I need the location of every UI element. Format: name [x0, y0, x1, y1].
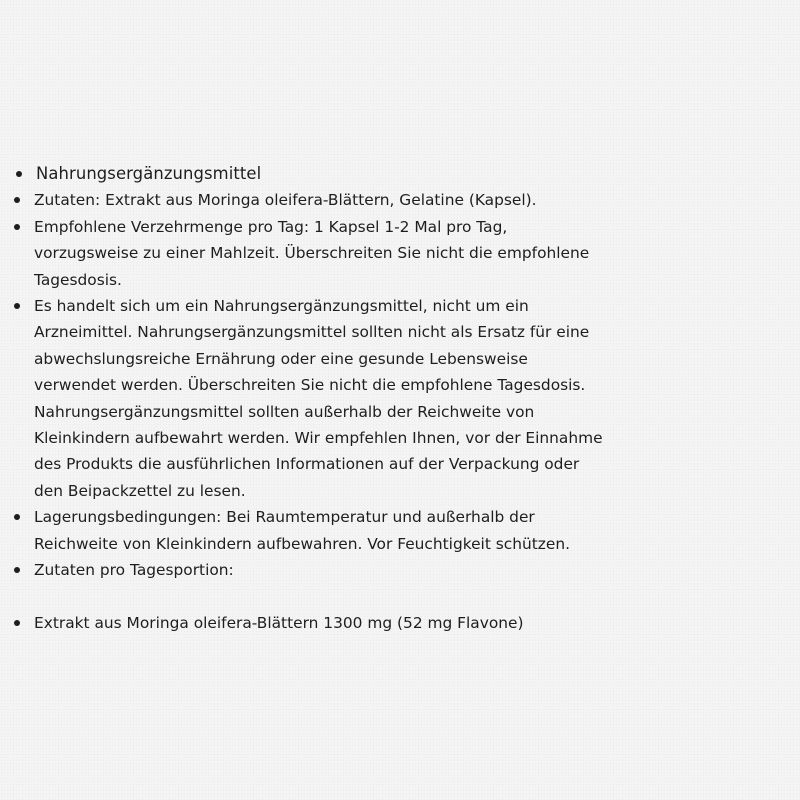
bullet-icon: [14, 620, 20, 626]
list-spacer: [12, 584, 782, 610]
bullet-icon: [14, 514, 20, 520]
list-item-storage: [12, 504, 782, 557]
bullet-icon: [14, 224, 20, 230]
disclaimer-line-5: Nahrungsergänzungsmittel sollten außerhalb der Reichweite von: [34, 402, 535, 421]
product-type-text: Nahrungsergänzungsmittel: [36, 164, 262, 183]
disclaimer-line-7: des Produkts die ausführlichen Informationen auf der Verpackung oder: [34, 455, 580, 474]
storage-line-2: Reichweite von Kleinkindern aufbewahren. Vor Feuchtigkeit schützen.: [34, 534, 570, 553]
list-item-ingredients: [12, 187, 782, 213]
disclaimer-line-6: Kleinkindern aufbewahrt werden. Wir empfehlen Ihnen, vor der Einnahme: [34, 429, 603, 448]
product-info-list: [12, 161, 782, 636]
bullet-icon: [14, 567, 20, 573]
recommended-dose-line-2: vorzugsweise zu einer Mahlzeit. Überschreiten Sie nicht die empfohlene: [34, 244, 590, 263]
ingredients-text: Zutaten: Extrakt aus Moringa oleifera-Blättern, Gelatine (Kapsel).: [34, 191, 537, 210]
disclaimer-line-4: verwendet werden. Überschreiten Sie nicht die empfohlene Tagesdosis.: [34, 376, 586, 395]
bullet-icon: [14, 197, 20, 203]
disclaimer-line-8: den Beipackzettel zu lesen.: [34, 481, 246, 500]
daily-portion-ingredient-text: Extrakt aus Moringa oleifera-Blättern 1300 mg (52 mg Flavone): [34, 613, 524, 632]
disclaimer-line-2: Arzneimittel. Nahrungsergänzungsmittel sollten nicht als Ersatz für eine: [34, 323, 590, 342]
list-item-daily-portion-ingredient: [12, 610, 782, 636]
list-item-disclaimer: [12, 293, 782, 504]
bullet-icon: [14, 303, 20, 309]
recommended-dose-line-1: Empfohlene Verzehrmenge pro Tag: 1 Kapsel 1-2 Mal pro Tag,: [34, 217, 508, 236]
recommended-dose-line-3: Tagesdosis.: [34, 270, 122, 289]
list-item-daily-portion-heading: [12, 557, 782, 583]
list-item-recommended-dose: [12, 214, 782, 293]
disclaimer-line-3: abwechslungsreiche Ernährung oder eine gesunde Lebensweise: [34, 349, 528, 368]
storage-line-1: Lagerungsbedingungen: Bei Raumtemperatur und außerhalb der: [34, 508, 535, 527]
disclaimer-line-1: Es handelt sich um ein Nahrungsergänzungsmittel, nicht um ein: [34, 297, 529, 316]
bullet-icon: [16, 171, 22, 177]
list-item-product-type: [12, 161, 782, 187]
daily-portion-heading-text: Zutaten pro Tagesportion:: [34, 561, 234, 580]
